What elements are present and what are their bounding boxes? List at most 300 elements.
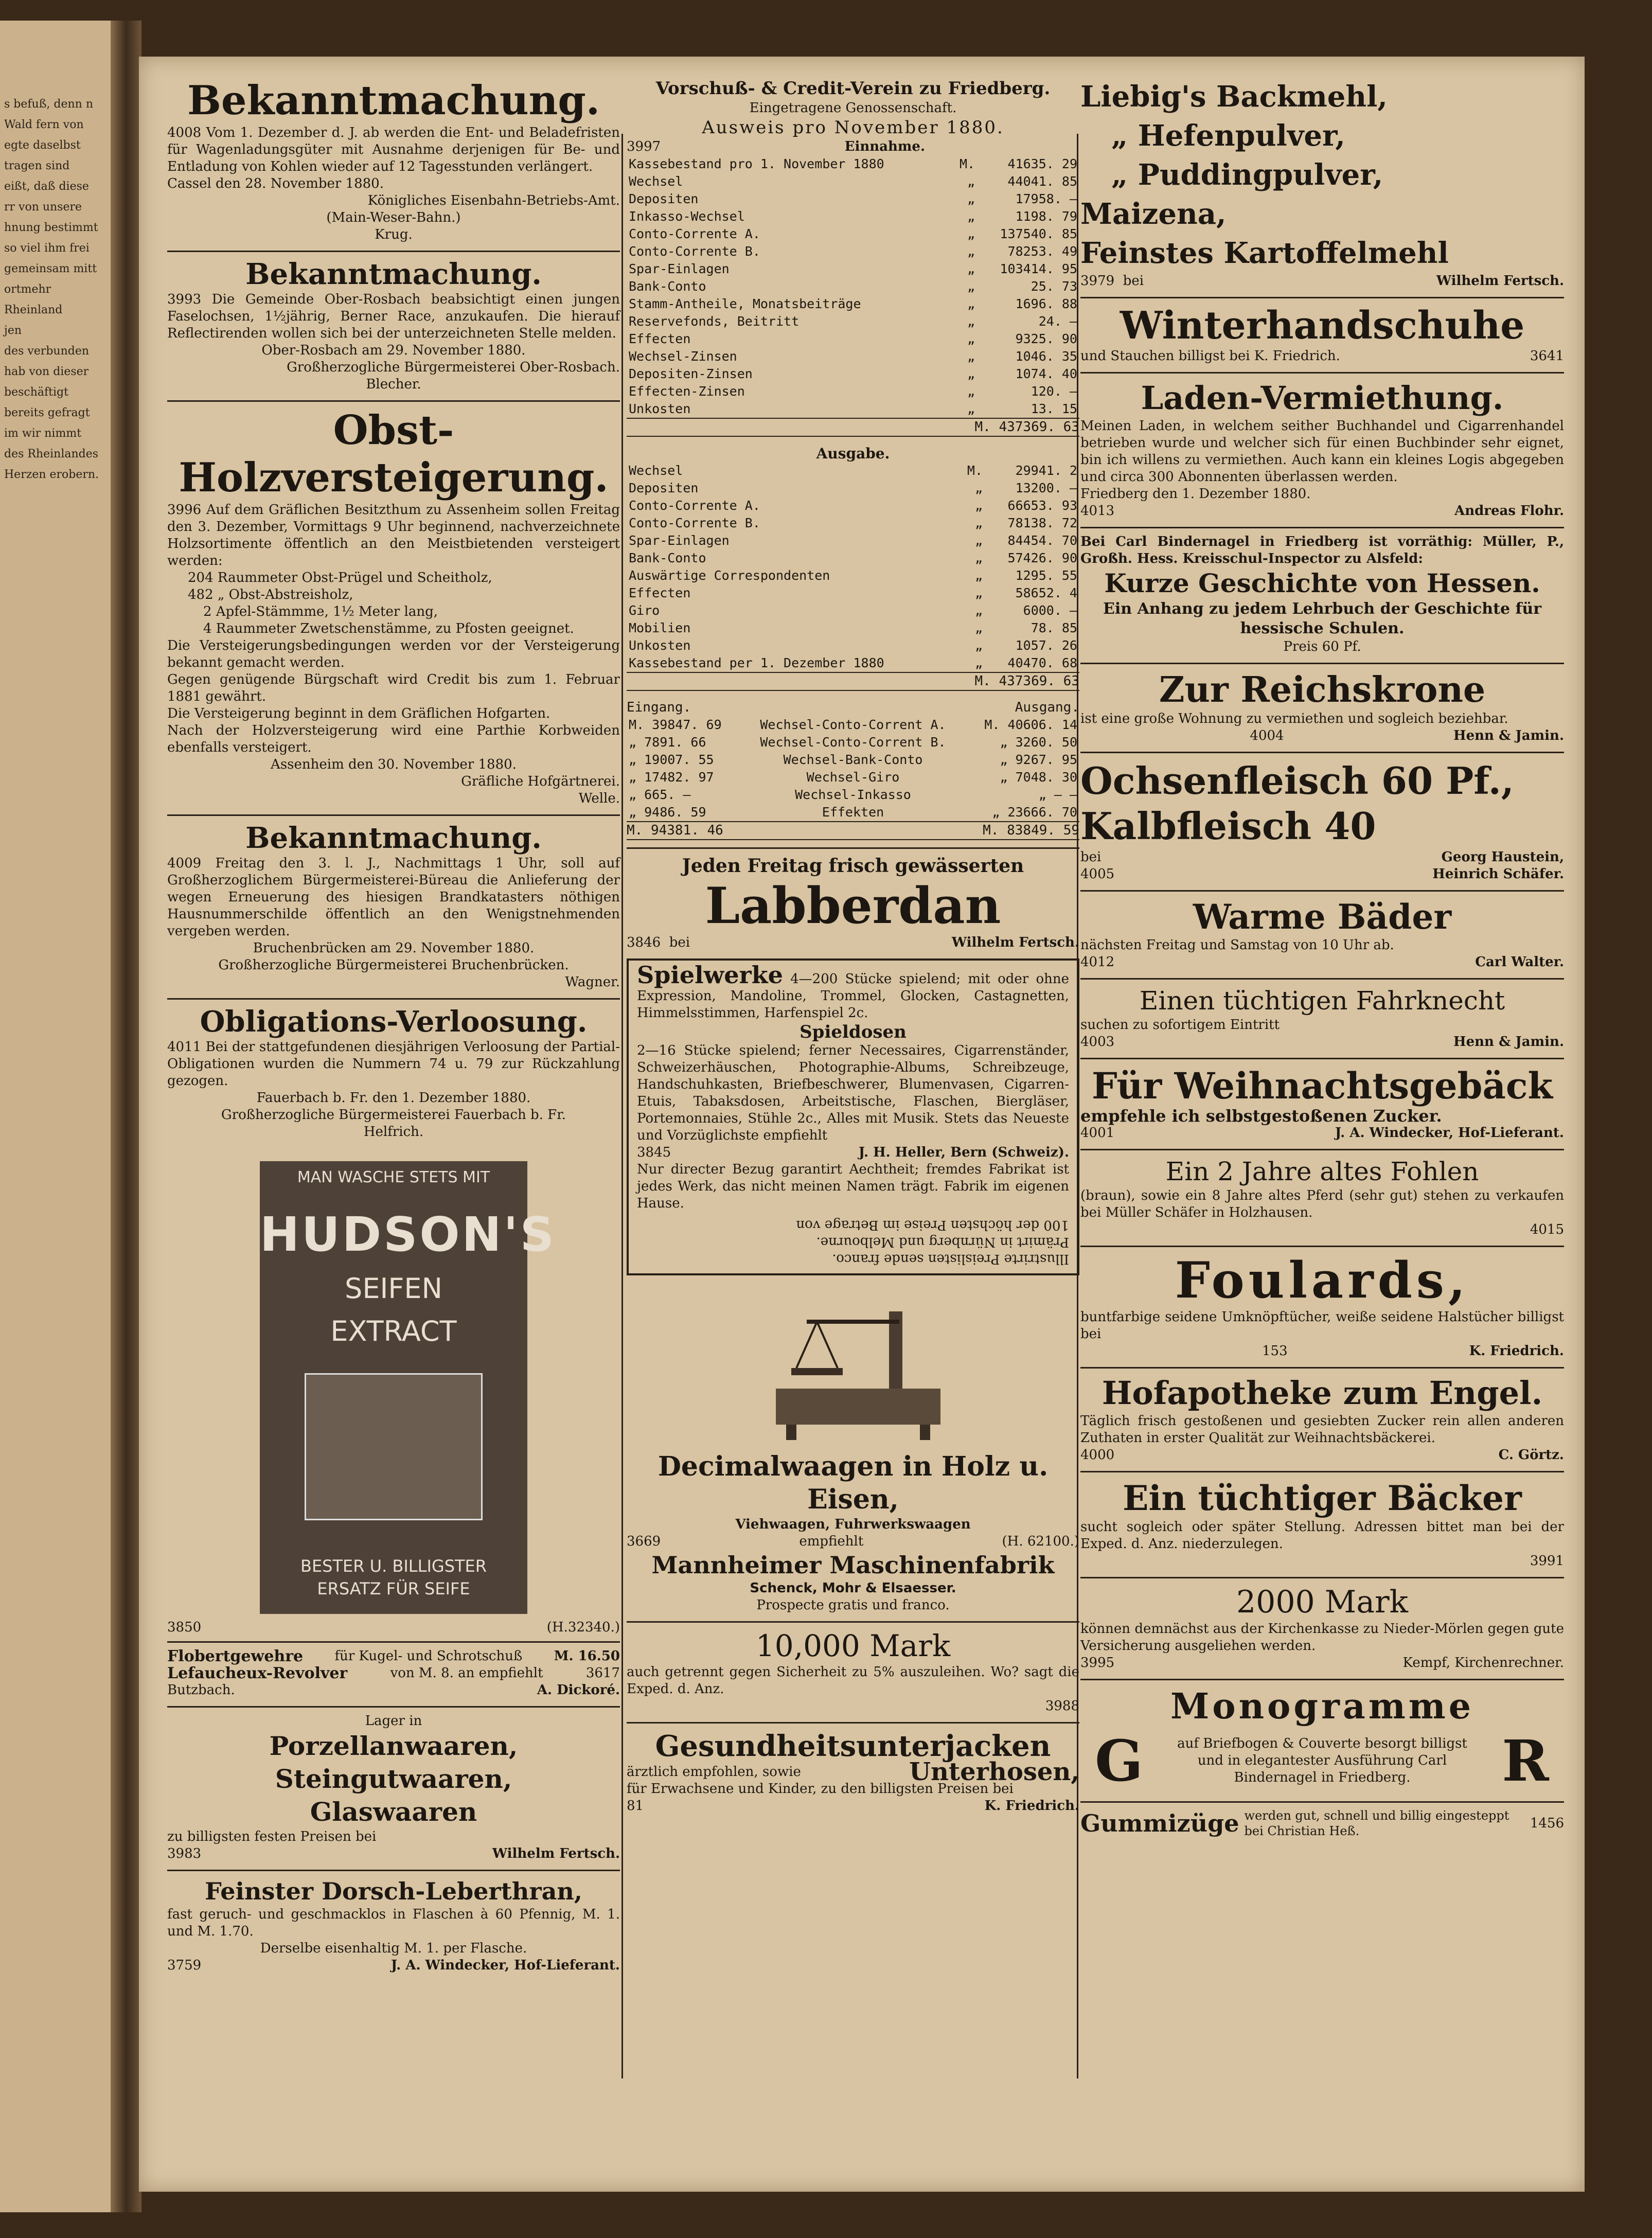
table-row (627, 243, 1079, 260)
table-cell: „ (974, 516, 983, 530)
ad-title: 2000 Mark (1236, 1584, 1408, 1620)
table-cell: „ (967, 209, 975, 224)
table-row (627, 786, 1079, 804)
notice-place: Ober-Rosbach am 29. November 1880. (261, 343, 526, 358)
left-page-fragment (0, 21, 129, 2212)
divider (1080, 752, 1564, 753)
ad-text: werden gut, schnell und billig eingesteppt bei Christian Heß. (1244, 1808, 1509, 1838)
table-cell: „ (967, 331, 975, 346)
ad-text: zu billigsten festen Preisen bei (167, 1829, 377, 1844)
table-row (627, 278, 1079, 295)
column-1 (167, 77, 620, 1981)
monogram-row (1080, 1728, 1564, 1794)
ad-title: 10,000 Mark (755, 1628, 951, 1663)
table-cell: 84454. 70 (1007, 533, 1077, 548)
section-heading: Einnahme. (844, 139, 925, 154)
inverted-text (637, 1216, 1069, 1267)
ad-text: SEIFEN (345, 1272, 442, 1305)
ad-text: Illustrirte Preislisten sende franco. (832, 1251, 1069, 1267)
ad-title: Ochsenfleisch 60 Pf., (1080, 759, 1514, 803)
hudson-soap-ad (260, 1161, 556, 1614)
notice-signature: (Main-Weser-Bahn.) (326, 210, 461, 225)
ad-number: 3997 (627, 139, 661, 154)
table-cell: „ 7048. 30 (1000, 770, 1077, 785)
notice-signature: Helfrich. (363, 1124, 424, 1140)
statement-subtitle: Ausweis pro November 1880. (702, 117, 1004, 138)
expense-table (627, 462, 1079, 672)
table-cell: Spar-Einlagen (629, 533, 730, 548)
table-row (627, 514, 1079, 532)
ad-number: 3669 (627, 1534, 661, 1549)
table-cell: „ (974, 498, 983, 513)
divider (167, 1706, 620, 1708)
ad-title: Glaswaaren (310, 1797, 477, 1827)
table-cell: „ (967, 279, 975, 294)
ad-text: ERSATZ FÜR SEIFE (317, 1579, 470, 1598)
table-cell: 13. 15 (1031, 401, 1077, 416)
table-cell: Bank-Conto (629, 550, 706, 565)
table-cell: „ 7891. 66 (629, 735, 706, 750)
ad-place: Friedberg den 1. Dezember 1880. (1080, 486, 1311, 502)
table-cell: Mobilien (629, 620, 691, 635)
notice-signature: Großherzogliche Bürgermeisterei Ober-Rosbach. (287, 360, 620, 375)
table-cell: „ (974, 585, 983, 600)
table-cell: Spar-Einlagen (629, 261, 730, 276)
ad-signature: Heinrich Schäfer. (1432, 866, 1564, 882)
table-cell: 41635. 29 (1007, 156, 1077, 171)
table-cell: Giro (629, 603, 660, 618)
ad-text: Bei Carl Bindernagel in Friedberg ist vorräthig: Müller, P., Großh. Hess. Kreisschul-Inspector zu Alsfeld: (1080, 534, 1564, 566)
table-cell: 13200. — (1015, 481, 1077, 495)
fragment-line: rr von unsere (4, 201, 82, 214)
column-3 (1080, 77, 1564, 1846)
ad-number: 4015 (1530, 1222, 1564, 1237)
table-row (627, 330, 1079, 348)
list-item: 482 „ Obst-Abstreisholz, (188, 587, 353, 602)
table-cell: Effecten (629, 331, 691, 346)
ad-text: Schenck, Mohr & Elsaesser. (750, 1580, 956, 1596)
table-cell: 120. — (1031, 384, 1077, 399)
ad-text: Meinen Laden, in welchem seither Buchhandel und Cigarrenhandel betrieben wurde und welcher sich für einen Buchbinder sehr eignet, bin ich willens zu vermiethen. Auch kann ein kleines Logis abgegeben und circa 300 Abonnenten überlassen werden. (1080, 418, 1564, 485)
table-cell: Wechsel-Conto-Corrent A. (760, 717, 946, 732)
table-cell: „ (974, 603, 983, 618)
baking-ad (1080, 77, 1564, 290)
table-row (627, 348, 1079, 365)
table-row (627, 190, 1079, 208)
flow-table (627, 716, 1079, 821)
divider (1080, 527, 1564, 528)
divider (1080, 1367, 1564, 1369)
notice-freight (167, 77, 620, 243)
table-cell: „ (974, 620, 983, 635)
table-cell: „ (967, 314, 975, 329)
ad-signature: C. Görtz. (1498, 1447, 1564, 1463)
ad-number: 4003 (1080, 1034, 1115, 1050)
divider (167, 1870, 620, 1871)
table-cell: Effecten (629, 585, 691, 600)
table-cell: „ (967, 401, 975, 416)
divider (1080, 890, 1564, 892)
ad-text: nächsten Freitag und Samstag von 10 Uhr ab. (1080, 937, 1394, 953)
ad-text: suchen zu sofortigem Eintritt (1080, 1017, 1280, 1033)
foal-ad (1080, 1156, 1564, 1238)
soap-package-image (305, 1373, 483, 1520)
fragment-line: jen (4, 324, 22, 337)
notice-signature: Krug. (375, 227, 413, 242)
ad-signature: Wilhelm Fertsch. (492, 1846, 620, 1861)
notice-signature: Gräfliche Hofgärtnerei. (461, 774, 620, 789)
fragment-line: eißt, daß diese (4, 180, 89, 193)
table-row (627, 602, 1079, 619)
ad-number: 4005 (1080, 866, 1115, 882)
table-cell: Conto-Corrente A. (629, 226, 760, 241)
notice-text: Vom 1. Dezember d. J. ab werden die Ent- und Beladefristen für Wagenladungsgüter mit Ausnahme derjenigen für Be- und Entladung von Kohlen wieder auf 12 Tagesstunden verlängert. (167, 125, 620, 174)
table-cell: 25. 73 (1031, 279, 1077, 294)
notice-wood-auction (167, 407, 620, 807)
fragment-line: des verbunden (4, 345, 90, 358)
ad-number: 153 (1262, 1343, 1288, 1359)
ad-footer (167, 1619, 620, 1636)
notice-signature: Königliches Eisenbahn-Betriebs-Amt. (367, 193, 620, 208)
loan-ad (627, 1628, 1079, 1715)
table-cell: 1046. 35 (1015, 349, 1077, 364)
ad-text: für Kugel- und Schrotschuß (334, 1648, 523, 1664)
notice-signature: Großherzogliche Bürgermeisterei Fauerbach b. Fr. (221, 1107, 566, 1123)
fragment-line: hnung bestimmt (4, 221, 98, 234)
statement-subtitle: Eingetragene Genossenschaft. (749, 100, 957, 116)
section-heading: Eingang. (627, 700, 691, 715)
notice-text: Auf dem Gräflichen Besitzthum zu Assenheim sollen Freitag den 3. Dezember, Vormittags 9 Uhr beginnend, nachverzeichnete Holzsortimente öffentlich an den Meistbietenden versteigert werden: (167, 502, 620, 569)
ad-number: 3846 (627, 935, 661, 950)
divider (1080, 372, 1564, 374)
table-row (627, 637, 1079, 654)
table-cell: 137540. 85 (1000, 226, 1077, 241)
ad-text: von M. 8. an empfiehlt (390, 1665, 543, 1681)
notice-title: Obligations-Verloosung. (200, 1005, 588, 1039)
ad-number: 4011 (167, 1039, 202, 1055)
table-cell: „ 19007. 55 (629, 752, 714, 767)
table-cell: 1295. 55 (1015, 568, 1077, 583)
table-row (627, 549, 1079, 567)
ad-number: 1456 (1530, 1815, 1564, 1831)
table-cell: 1696. 88 (1015, 296, 1077, 311)
notice-place: Assenheim den 30. November 1880. (271, 757, 517, 772)
ad-title: Einen tüchtigen Fahrknecht (1139, 986, 1505, 1016)
table-cell: „ (967, 349, 975, 364)
fragment-line: bereits gefragt (4, 406, 90, 419)
table-cell: Wechsel (629, 174, 683, 189)
table-row (627, 260, 1079, 278)
section-heading: Ausgabe. (816, 445, 890, 462)
elastic-ad (1080, 1808, 1564, 1839)
table-cell: M. 40606. 14 (984, 717, 1077, 732)
pharmacy-ad (1080, 1374, 1564, 1464)
divider (1080, 663, 1564, 664)
list-item: 4 Raummeter Zwetschenstämme, zu Pfosten geeignet. (203, 621, 574, 636)
table-cell: 40470. 68 (1007, 655, 1077, 670)
notice-signature: Welle. (578, 791, 620, 806)
income-table (627, 155, 1079, 418)
gloves-ad (1080, 304, 1564, 365)
ad-signature: Kempf, Kirchenrechner. (1402, 1655, 1564, 1671)
fragment-line: egte daselbst (4, 139, 81, 152)
ad-text: 2—16 Stücke spielend; ferner Necessaires, Cigarrenständer, Schweizerhäuschen, Photographie-Albums, Schreibzeuge, Handschuhkasten, Briefbeschwerer, Blumenvasen, Cigarren-Etuis, Tabaksdosen, Arbeitstische, Flaschen, Biergläser, Portemonnaies, Stühle 2c., Alles mit Musik. Stets das Neueste und Vorzüglichste empfiehlt (637, 1043, 1069, 1143)
ad-number: 3850 (167, 1620, 202, 1635)
ad-text: für Erwachsene und Kinder, zu den billigsten Preisen bei (627, 1781, 1014, 1797)
reichskrone-ad (1080, 669, 1564, 744)
ad-title: Warme Bäder (1193, 897, 1452, 937)
divider (627, 1621, 1079, 1623)
table-cell: 1074. 40 (1015, 366, 1077, 381)
notice-text: Die Gemeinde Ober-Rosbach beabsichtigt einen jungen Faselochsen, 1½jährig, Berner Race, anzukaufen. Die hierauf Reflectirenden wollen sich bei der unterzeichneten Stelle melden. (167, 292, 620, 341)
table-row (627, 532, 1079, 549)
ad-title: Spielwerke (637, 961, 783, 989)
notice-title: Obst-Holzversteigerung. (179, 407, 609, 501)
notice-text: Freitag den 3. l. J., Nachmittags 1 Uhr, soll auf Großherzoglichem Bürgermeisterei-Büreau die Anlieferung der wegen Erneuerung des hiesigen Brandkatasters nöthigen Hausnummerschilde öffentlich an den Wenigstnehmenden vergeben werden. (167, 856, 620, 939)
stockfish-ad (627, 854, 1079, 951)
ad-text: auf Briefbogen & Couverte besorgt billigst und in elegantester Ausführung Carl Bindernagel in Friedberg. (1177, 1736, 1467, 1785)
table-row (627, 716, 1079, 734)
ad-number: 3996 (167, 502, 202, 518)
ad-title: Liebig's Backmehl, (1080, 80, 1388, 114)
ad-title: Hofapotheke zum Engel. (1102, 1374, 1543, 1412)
ad-ref: (H. 62100.) (1002, 1534, 1079, 1549)
table-cell: Kassebestand per 1. Dezember 1880 (629, 655, 884, 670)
table-cell: Effekten (822, 805, 884, 820)
notice-title: Bekanntmachung. (245, 257, 542, 291)
ad-number: 3979 (1080, 273, 1115, 289)
ad-title: Labberdan (705, 877, 1001, 935)
expense-total: M. 437369. 63 (627, 672, 1079, 691)
fragment-line: so viel ihm frei (4, 242, 90, 255)
table-cell: M. (959, 156, 975, 171)
ad-title: Ein 2 Jahre altes Fohlen (1165, 1157, 1479, 1186)
baths-ad (1080, 897, 1564, 971)
table-cell: 17958. — (1015, 191, 1077, 206)
scale-icon (745, 1291, 961, 1445)
ad-title: Für Weihnachtsgebäck (1092, 1064, 1553, 1107)
table-cell: „ (974, 533, 983, 548)
table-row (627, 313, 1079, 330)
statement-title: Vorschuß- & Credit-Verein zu Friedberg. (655, 78, 1051, 99)
table-cell: „ (974, 481, 983, 495)
fragment-line: ortmehr (4, 283, 51, 296)
church-loan-ad (1080, 1584, 1564, 1672)
notice-obligations (167, 1005, 620, 1141)
flobert-ad (167, 1648, 620, 1699)
ad-place: Butzbach. (167, 1682, 235, 1698)
ad-number: 4000 (1080, 1447, 1115, 1463)
table-cell: 66653. 93 (1007, 498, 1077, 513)
ad-signature: Wilhelm Fertsch. (1436, 273, 1564, 289)
column-rule (621, 134, 623, 2079)
ad-title: „ Hefenpulver, (1111, 119, 1345, 153)
table-row (627, 295, 1079, 313)
foulards-ad (1080, 1252, 1564, 1360)
ad-text: Lager in (365, 1713, 422, 1729)
ad-text: Viehwaagen, Fuhrwerkswaagen (735, 1517, 971, 1532)
ad-text: 4—200 Stücke spielend; mit oder ohne Expression, Mandoline, Trommel, Glocken, Castagnetten, Himmelsstimmen, Harfenspiel 2c. (637, 971, 1069, 1021)
table-cell: Conto-Corrente B. (629, 516, 760, 530)
divider (1080, 1679, 1564, 1680)
table-cell: „ (967, 191, 975, 206)
table-cell: „ (967, 366, 975, 381)
ad-number: 3991 (1530, 1553, 1564, 1569)
ad-text: Nur directer Bezug garantirt Aechtheit; fremdes Fabrikat ist jedes Werk, das nicht meinen Namen trägt. Fabrik im eigenen Hause. (637, 1162, 1069, 1211)
baker-ad (1080, 1478, 1564, 1570)
ad-text: EXTRACT (330, 1315, 457, 1347)
table-row (627, 497, 1079, 514)
monogram-ad (1080, 1685, 1564, 1794)
ad-title: Lefaucheux-Revolver (167, 1664, 348, 1682)
table-cell: „ 9486. 59 (629, 805, 706, 820)
table-cell: 44041. 85 (1007, 174, 1077, 189)
table-cell: „ 9267. 95 (1000, 752, 1077, 767)
divider (1080, 1058, 1564, 1059)
notice-ox (167, 257, 620, 393)
ad-number: 3993 (167, 292, 202, 307)
shop-rental-ad (1080, 379, 1564, 520)
table-cell: 78253. 49 (1007, 244, 1077, 259)
divider (627, 1722, 1079, 1724)
table-cell: Inkasso-Wechsel (629, 209, 745, 224)
notice-house-numbers (167, 821, 620, 991)
table-row (627, 751, 1079, 769)
ad-text: 100 der höchsten Preise im Betrage von (796, 1217, 1069, 1233)
table-cell: „ (967, 296, 975, 311)
ad-number: 3995 (1080, 1655, 1115, 1671)
ad-title: Gummizüge (1080, 1809, 1239, 1837)
table-cell: „ 665. — (629, 787, 691, 802)
ad-text: können demnächst aus der Kirchenkasse zu Nieder-Mörlen gegen gute Versicherung ausgeliehen werden. (1080, 1621, 1564, 1654)
table-row (627, 804, 1079, 821)
ad-text: buntfarbige seidene Umknöpftücher, weiße seidene Halstücher billigst bei (1080, 1309, 1564, 1342)
ad-number: 4008 (167, 125, 202, 140)
notice-signature: Wagner. (565, 974, 620, 990)
ad-text: Prospecte gratis und franco. (756, 1597, 950, 1613)
table-cell: 57426. 90 (1007, 550, 1077, 565)
table-row (627, 462, 1079, 479)
notice-text: Nach der Holzversteigerung wird eine Parthie Korbweiden ebenfalls versteigert. (167, 723, 620, 755)
divider (1080, 1246, 1564, 1247)
credit-union-statement (627, 77, 1079, 840)
list-item: 204 Raummeter Obst-Prügel und Scheitholz, (188, 570, 492, 585)
ad-title: Spieldosen (800, 1022, 907, 1042)
ad-title: Maizena, (1080, 197, 1227, 231)
table-row (627, 479, 1079, 497)
ad-signature: Henn & Jamin. (1453, 1034, 1564, 1050)
table-cell: Effecten-Zinsen (629, 384, 745, 399)
underwear-ad (627, 1729, 1079, 1815)
table-cell: Wechsel-Conto-Corrent B. (760, 735, 946, 750)
ad-title: Laden-Vermiethung. (1141, 379, 1504, 417)
table-row (627, 619, 1079, 637)
notice-text: Die Versteigerung beginnt in dem Gräflichen Hofgarten. (167, 706, 550, 721)
ad-title: Feinstes Kartoffelmehl (1080, 236, 1449, 270)
ad-number: 3988 (1045, 1698, 1079, 1714)
ad-title: Feinster Dorsch-Leberthran, (205, 1877, 582, 1905)
divider (167, 998, 620, 1000)
notice-title: Bekanntmachung. (187, 77, 600, 124)
fragment-line: Rheinland (4, 304, 63, 316)
monogram-letter: G (1095, 1728, 1143, 1794)
table-cell: 9325. 90 (1015, 331, 1077, 346)
table-cell: Reservefonds, Beitritt (629, 314, 800, 329)
ad-title: Flobertgewehre (167, 1647, 304, 1665)
ad-number: 3845 (637, 1145, 671, 1160)
ad-text: Prämirt in Nürnberg und Melbourne. (816, 1234, 1069, 1250)
ad-title: Unterhosen, (909, 1757, 1079, 1786)
ad-signature: Henn & Jamin. (1453, 728, 1564, 743)
ad-title: Steingutwaaren, (275, 1764, 512, 1794)
table-cell: Unkosten (629, 401, 691, 416)
ad-signature: J. A. Windecker, Hof-Lieferant. (1335, 1125, 1564, 1141)
table-row (627, 400, 1079, 418)
page-fold (111, 21, 141, 2212)
ad-title: Winterhandschuhe (1120, 304, 1525, 348)
table-row (627, 584, 1079, 602)
table-row (627, 654, 1079, 672)
table-cell: Depositen (629, 191, 699, 206)
ad-signature: A. Dickoré. (537, 1682, 620, 1698)
ad-number: 3759 (167, 1958, 202, 1973)
ad-text: bei (1080, 849, 1102, 865)
divider (167, 251, 620, 252)
ad-text: Ein Anhang zu jedem Lehrbuch der Geschichte für hessische Schulen. (1103, 600, 1542, 637)
table-cell: „ (974, 655, 983, 670)
scale-ad (627, 1450, 1079, 1614)
table-cell: M. 39847. 69 (629, 717, 722, 732)
ad-text: MAN WASCHE STETS MIT (297, 1168, 490, 1186)
ad-number: 4009 (167, 856, 202, 871)
ad-number: 4013 (1080, 503, 1115, 519)
flow-total: M. 83849. 59 (983, 823, 1079, 838)
table-cell: 78138. 72 (1007, 516, 1077, 530)
fragment-line: gemeinsam mitt (4, 262, 97, 275)
table-cell: 24. — (1038, 314, 1077, 329)
ad-title: Porzellanwaaren, (269, 1731, 518, 1761)
divider (1080, 1149, 1564, 1150)
divider (167, 814, 620, 816)
hessen-book-ad (1080, 534, 1564, 655)
ad-number: 81 (627, 1798, 644, 1814)
table-cell: Conto-Corrente B. (629, 244, 760, 259)
notice-place: Bruchenbrücken am 29. November 1880. (253, 940, 535, 956)
table-cell: 6000. — (1023, 603, 1077, 618)
table-cell: Depositen (629, 481, 699, 495)
fragment-line: des Rheinlandes (4, 448, 99, 460)
ad-signature: K. Friedrich. (984, 1798, 1079, 1814)
notice-place: Fauerbach b. Fr. den 1. Dezember 1880. (256, 1090, 531, 1106)
ad-title: Kurze Geschichte von Hessen. (1104, 568, 1540, 598)
table-cell: „ (967, 174, 975, 189)
table-cell: 58652. 4 (1015, 585, 1077, 600)
table-cell: Kassebestand pro 1. November 1880 (629, 156, 884, 171)
meat-ad (1080, 758, 1564, 883)
ad-text: sucht sogleich oder später Stellung. Adressen bittet man bei der Exped. d. Anz. niederzulegen. (1080, 1519, 1564, 1552)
table-row (627, 567, 1079, 584)
ad-text: bei (1123, 273, 1144, 289)
ad-brand: HUDSON'S (260, 1207, 556, 1262)
fragment-line: hab von dieser (4, 365, 89, 378)
fragment-line: Wald fern von (4, 118, 84, 131)
table-cell: Wechsel-Inkasso (795, 787, 911, 802)
divider (1080, 1471, 1564, 1472)
ad-text: ärztlich empfohlen, sowie (627, 1764, 801, 1780)
notice-signature: Großherzogliche Bürgermeisterei Bruchenbrücken. (218, 957, 569, 973)
ad-text: bei (669, 935, 690, 950)
ad-title: Decimalwaagen in Holz u. Eisen, (658, 1451, 1049, 1515)
